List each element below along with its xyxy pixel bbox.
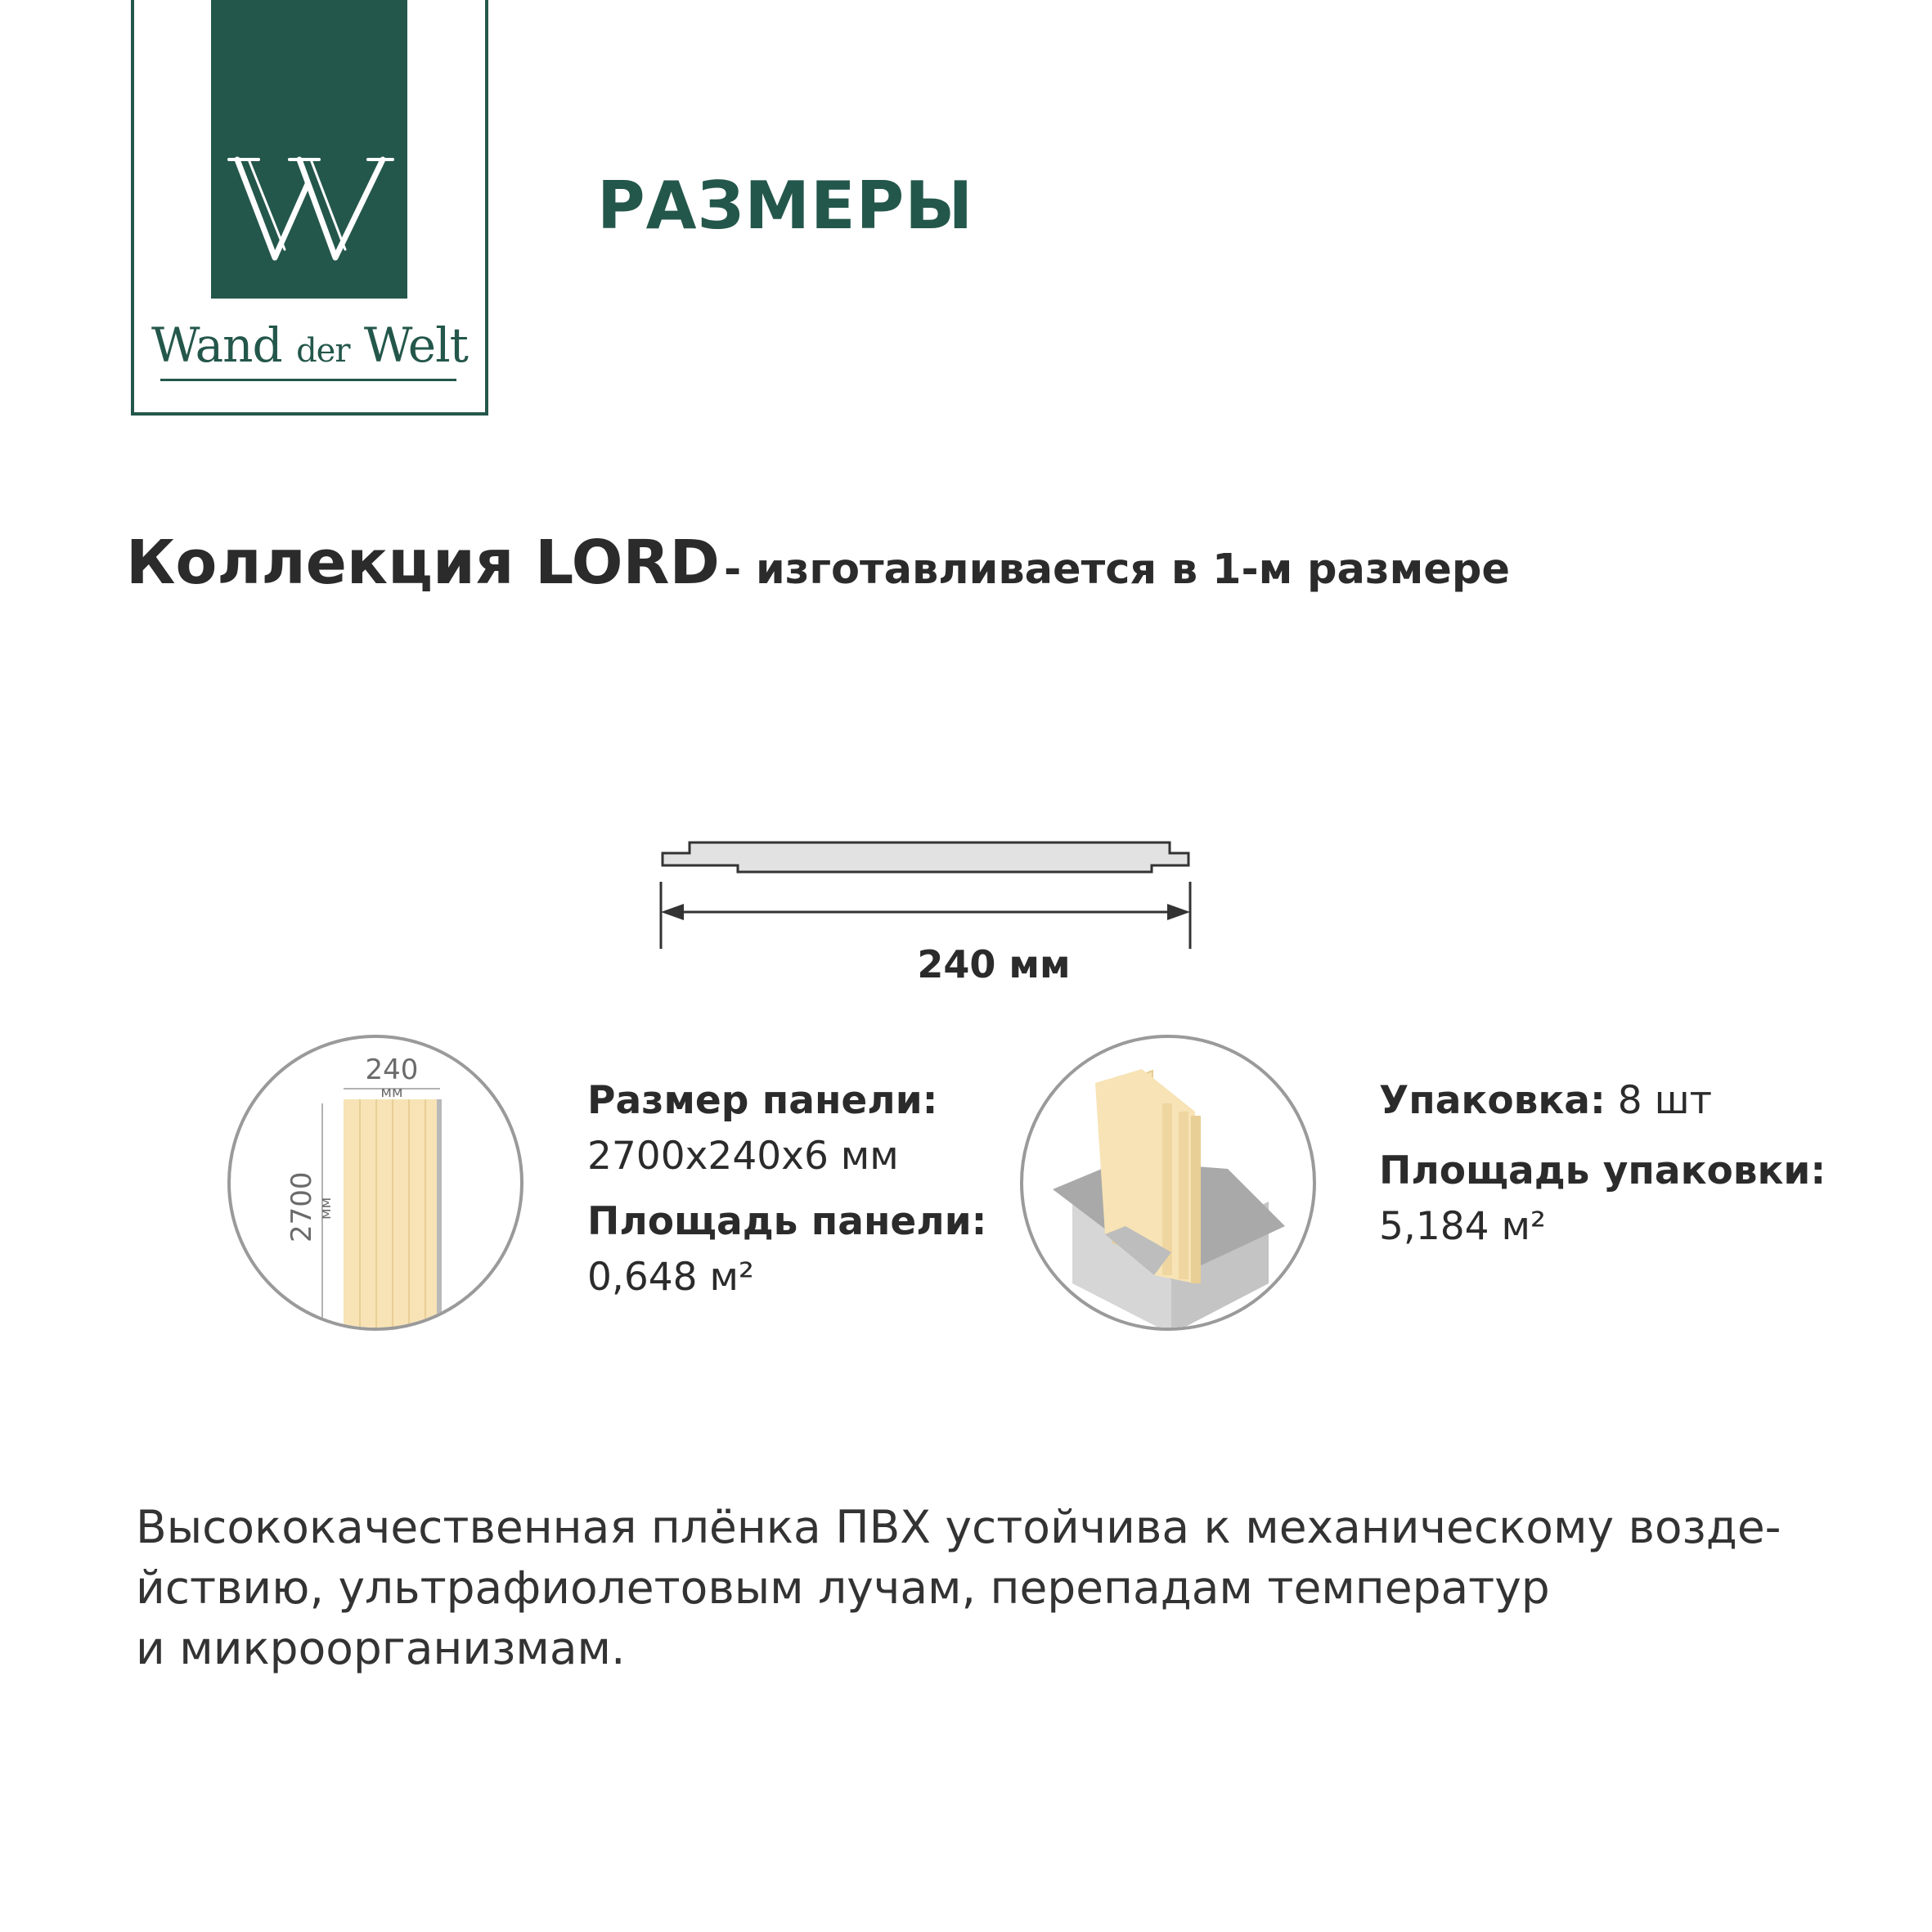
package-count-value: 8 шт: [1617, 1078, 1712, 1123]
arrow-left-icon: [661, 904, 684, 920]
profile-width-label: 240 мм: [917, 942, 1071, 986]
package-count: [1379, 1078, 1712, 1123]
package-area-value: 5,184 м²: [1379, 1204, 1546, 1249]
collection-name: Коллекция LORD: [126, 528, 720, 598]
panel-area-value: 0,648 м²: [587, 1255, 754, 1300]
panel-illustration: [227, 1035, 523, 1331]
package-area-label: Площадь упаковки:: [1379, 1148, 1826, 1193]
panel-width-value: 240: [365, 1054, 419, 1086]
description-line: йствию, ультрафиолетовым лучам, перепадам температур: [136, 1561, 1550, 1614]
panel-area-label: Площадь панели:: [587, 1199, 987, 1244]
description-line: Высококачественная плёнка ПВХ устойчива к механическому возде-: [136, 1501, 1781, 1553]
collection-headline: [126, 528, 1510, 598]
arrow-right-icon: [1167, 904, 1190, 920]
panel-profile-shape: [663, 842, 1188, 872]
brand-word-2: der: [296, 332, 350, 370]
package-drawing: [1023, 1038, 1316, 1331]
panel-drawing: [231, 1038, 523, 1331]
panel-width-unit: мм: [380, 1084, 403, 1101]
w-monogram-icon: [211, 0, 407, 299]
page-title: РАЗМЕРЫ: [597, 168, 974, 244]
package-illustration: [1020, 1035, 1316, 1331]
brand-word-1: Wand: [151, 317, 282, 373]
brand-word-3: Welt: [363, 317, 468, 373]
brand-name: [131, 317, 488, 373]
panel-height-value: 2700: [285, 1171, 318, 1242]
collection-note: - изготавливается в 1-м размере: [724, 546, 1510, 594]
package-count-label: Упаковка:: [1379, 1078, 1606, 1123]
brand-underline: [160, 379, 456, 381]
description-line: и микроорганизмам.: [136, 1622, 626, 1674]
panel-size-label: Размер панели:: [587, 1078, 938, 1123]
panel-size-value: 2700х240х6 мм: [587, 1134, 899, 1179]
logo-mark: [211, 0, 407, 299]
panel-profile-diagram: [654, 826, 1350, 957]
panel-height-unit: мм: [317, 1197, 335, 1220]
product-description: [136, 1497, 1813, 1678]
